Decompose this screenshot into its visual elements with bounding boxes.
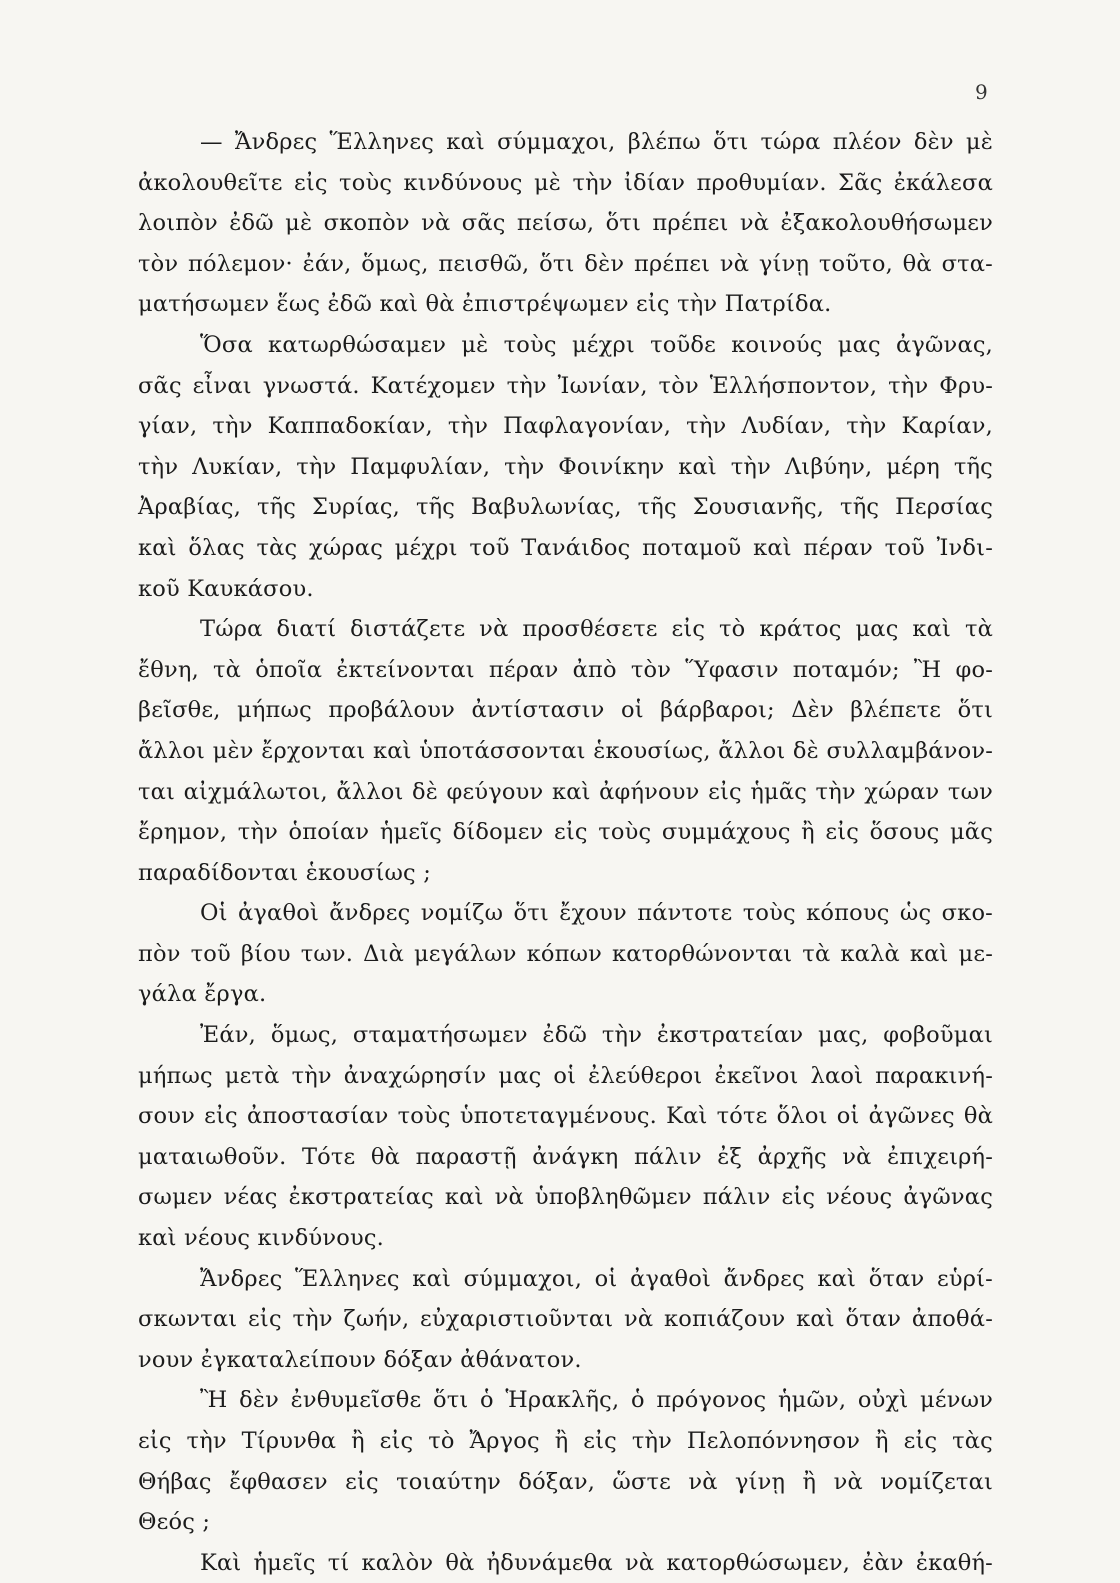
text-line: — Ἄνδρες Ἕλληνες καὶ σύμμαχοι, βλέπω ὅτι τώρα πλέον δὲν μὲ bbox=[200, 129, 993, 155]
text-line: γίαν, τὴν Καππαδοκίαν, τὴν Παφλαγονίαν, τὴν Λυδίαν, τὴν Καρίαν, bbox=[138, 413, 993, 440]
text-line: Ἄνδρες Ἕλληνες καὶ σύμμαχοι, οἱ ἀγαθοὶ ἄνδρες καὶ ὅταν εὑρί- bbox=[200, 1265, 993, 1292]
text-line: ἔρημον, τὴν ὁποίαν ἡμεῖς δίδομεν εἰς τοὺς συμμάχους ἢ εἰς ὅσους μᾶς bbox=[138, 819, 993, 846]
paragraph bbox=[138, 1543, 993, 1583]
text-line: Οἱ ἀγαθοὶ ἄνδρες νομίζω ὅτι ἔχουν πάντοτε τοὺς κόπους ὡς σκο- bbox=[200, 900, 993, 927]
text-line: σωμεν νέας ἐκστρατείας καὶ νὰ ὑποβληθῶμεν πάλιν εἰς νέους ἀγῶνας bbox=[138, 1184, 993, 1211]
text-line: Θήβας ἔφθασεν εἰς τοιαύτην δόξαν, ὥστε νὰ γίνῃ ἢ νὰ νομίζεται bbox=[138, 1468, 993, 1495]
text-line: Καὶ ἡμεῖς τί καλὸν θὰ ἠδυνάμεθα νὰ κατορθώσωμεν, ἐὰν ἐκαθή- bbox=[200, 1549, 993, 1576]
paragraph bbox=[138, 122, 993, 325]
text-line: Τώρα διατί διστάζετε νὰ προσθέσετε εἰς τὸ κράτος μας καὶ τὰ bbox=[200, 616, 993, 643]
paragraph bbox=[138, 1259, 993, 1381]
text-line: ματήσωμεν ἕως ἐδῶ καὶ θὰ ἐπιστρέψωμεν εἰς τὴν Πατρίδα. bbox=[138, 291, 832, 318]
text-line: παραδίδονται ἑκουσίως ; bbox=[138, 859, 431, 886]
text-line: καὶ νέους κινδύνους. bbox=[138, 1225, 384, 1252]
text-line: Ὅσα κατωρθώσαμεν μὲ τοὺς μέχρι τοῦδε κοινούς μας ἀγῶνας, bbox=[200, 331, 993, 358]
text-line: καὶ ὅλας τὰς χώρας μέχρι τοῦ Τανάιδος ποταμοῦ καὶ πέραν τοῦ Ἰνδι- bbox=[138, 534, 993, 561]
paragraph bbox=[138, 1380, 993, 1542]
text-line: βεῖσθε, μήπως προβάλουν ἀντίστασιν οἱ βάρβαροι; Δὲν βλέπετε ὅτι bbox=[138, 697, 993, 724]
text-line: ματαιωθοῦν. Τότε θὰ παραστῇ ἀνάγκη πάλιν ἐξ ἀρχῆς νὰ ἐπιχειρή- bbox=[138, 1143, 993, 1170]
page-number: 9 bbox=[975, 80, 988, 104]
text-line: μήπως μετὰ τὴν ἀναχώρησίν μας οἱ ἐλεύθεροι ἐκεῖνοι λαοὶ παρακινή- bbox=[138, 1062, 993, 1089]
text-line: ἀκολουθεῖτε εἰς τοὺς κινδύνους μὲ τὴν ἰδίαν προθυμίαν. Σᾶς ἐκάλεσα bbox=[138, 169, 993, 196]
text-line: τὸν πόλεμον· ἐάν, ὅμως, πεισθῶ, ὅτι δὲν πρέπει νὰ γίνῃ τοῦτο, θὰ στα- bbox=[138, 250, 993, 277]
text-line: πὸν τοῦ βίου των. Διὰ μεγάλων κόπων κατορθώνονται τὰ καλὰ καὶ με- bbox=[138, 940, 993, 967]
text-line: ἔθνη, τὰ ὁποῖα ἐκτείνονται πέραν ἀπὸ τὸν Ὕφασιν ποταμόν; Ἢ φο- bbox=[138, 656, 993, 683]
body-text bbox=[138, 122, 993, 1583]
text-line: τὴν Λυκίαν, τὴν Παμφυλίαν, τὴν Φοινίκην καὶ τὴν Λιβύην, μέρη τῆς bbox=[138, 453, 993, 480]
text-line: Ἀραβίας, τῆς Συρίας, τῆς Βαβυλωνίας, τῆς Σουσιανῆς, τῆς Περσίας bbox=[138, 494, 993, 521]
text-line: σκωνται εἰς τὴν ζωήν, εὐχαριστιοῦνται νὰ κοπιάζουν καὶ ὅταν ἀποθά- bbox=[138, 1306, 993, 1333]
text-line: κοῦ Καυκάσου. bbox=[138, 575, 314, 602]
text-line: Ἢ δὲν ἐνθυμεῖσθε ὅτι ὁ Ἡρακλῆς, ὁ πρόγονος ἡμῶν, οὐχὶ μένων bbox=[200, 1387, 993, 1414]
paragraph bbox=[138, 325, 993, 609]
text-line: γάλα ἔργα. bbox=[138, 981, 267, 1008]
text-line: σουν εἰς ἀποστασίαν τοὺς ὑποτεταγμένους. Καὶ τότε ὅλοι οἱ ἀγῶνες θὰ bbox=[138, 1103, 993, 1130]
text-line: εἰς τὴν Τίρυνθα ἢ εἰς τὸ Ἄργος ἢ εἰς τὴν Πελοπόννησον ἢ εἰς τὰς bbox=[138, 1428, 993, 1454]
text-line: ται αἰχμάλωτοι, ἄλλοι δὲ φεύγουν καὶ ἀφήνουν εἰς ἡμᾶς τὴν χώραν των bbox=[138, 778, 993, 805]
text-line: Ἐάν, ὅμως, σταματήσωμεν ἐδῶ τὴν ἐκστρατείαν μας, φοβοῦμαι bbox=[200, 1022, 993, 1049]
paragraph bbox=[138, 893, 993, 1015]
text-line: Θεός ; bbox=[138, 1509, 211, 1536]
paragraph bbox=[138, 609, 993, 893]
text-line: σᾶς εἶναι γνωστά. Κατέχομεν τὴν Ἰωνίαν, τὸν Ἑλλήσποντον, τὴν Φρυ- bbox=[138, 372, 993, 399]
paragraph bbox=[138, 1015, 993, 1259]
text-line: ἄλλοι μὲν ἔρχονται καὶ ὑποτάσσονται ἑκουσίως, ἄλλοι δὲ συλλαμβάνον- bbox=[138, 737, 993, 764]
text-line: νουν ἐγκαταλείπουν δόξαν ἀθάνατον. bbox=[138, 1346, 582, 1373]
text-line: λοιπὸν ἐδῶ μὲ σκοπὸν νὰ σᾶς πείσω, ὅτι πρέπει νὰ ἐξακολουθήσωμεν bbox=[138, 210, 993, 237]
